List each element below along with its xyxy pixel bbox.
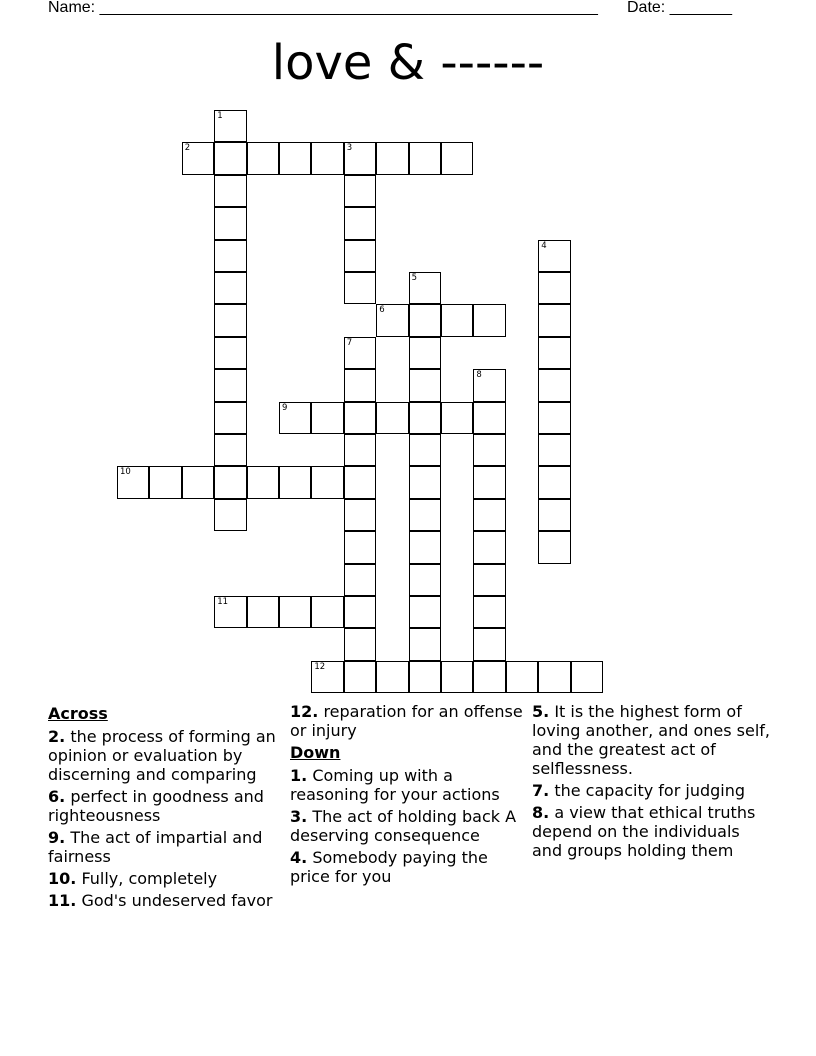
clues-column-1 xyxy=(48,702,283,913)
cell-number: 1 xyxy=(217,111,223,121)
clue-text: a view that ethical truths depend on the individuals and groups holding them xyxy=(532,803,756,860)
clue-text: the process of forming an opinion or evaluation by discerning and comparing xyxy=(48,727,276,784)
grid-cell[interactable] xyxy=(506,661,538,693)
grid-cell[interactable] xyxy=(311,402,343,434)
clue-number: 6. xyxy=(48,787,66,806)
grid-cell[interactable] xyxy=(247,466,279,498)
cell-number: 4 xyxy=(541,240,547,251)
date-field-label: Date: _______ xyxy=(627,0,732,16)
down-clue xyxy=(290,848,525,886)
grid-cell[interactable] xyxy=(149,466,181,498)
grid-cell[interactable] xyxy=(344,564,376,596)
name-field-label: Name: ________________________________________________________ xyxy=(48,0,598,16)
clue-text: reparation for an offense or injury xyxy=(290,702,523,740)
grid-cell[interactable] xyxy=(376,402,408,434)
clue-number: 9. xyxy=(48,828,66,847)
clue-number: 12. xyxy=(290,702,319,721)
grid-cell[interactable] xyxy=(473,304,505,336)
across-clue xyxy=(48,891,283,910)
clue-text: Somebody paying the price for you xyxy=(290,848,488,886)
clue-text: It is the highest form of loving another, and ones self, and the greatest act of selflessness. xyxy=(532,702,770,778)
grid-cell[interactable] xyxy=(409,564,441,596)
grid-cell[interactable] xyxy=(538,240,570,272)
grid-cell[interactable] xyxy=(344,272,376,304)
grid-cell[interactable] xyxy=(214,499,246,531)
across-clue xyxy=(48,787,283,825)
cell-number: 7 xyxy=(346,337,353,348)
grid-cell[interactable] xyxy=(344,175,376,207)
grid-cell[interactable] xyxy=(214,240,246,272)
cell-number: 9 xyxy=(282,402,288,413)
grid-cell[interactable] xyxy=(409,531,441,563)
grid-cell[interactable] xyxy=(473,369,505,401)
grid-cell[interactable] xyxy=(214,402,246,434)
cell-number: 12 xyxy=(314,661,326,672)
grid-cell[interactable] xyxy=(409,402,441,434)
grid-cell[interactable] xyxy=(538,304,570,336)
grid-cell[interactable] xyxy=(538,531,570,563)
grid-cell[interactable] xyxy=(409,661,441,693)
clues-column-3 xyxy=(532,702,772,863)
cell-number: 3 xyxy=(346,143,353,154)
grid-cell[interactable] xyxy=(409,434,441,466)
grid-cell[interactable] xyxy=(376,304,408,336)
down-clue xyxy=(290,807,525,845)
clue-text: Fully, completely xyxy=(81,869,218,888)
grid-cell[interactable] xyxy=(344,628,376,660)
grid-cell[interactable] xyxy=(344,531,376,563)
grid-cell[interactable] xyxy=(473,499,505,531)
grid-cell[interactable] xyxy=(538,369,570,401)
grid-cell[interactable] xyxy=(473,466,505,498)
grid-cell[interactable] xyxy=(279,402,311,434)
clue-number: 2. xyxy=(48,727,66,746)
clue-number: 4. xyxy=(290,848,308,867)
grid-cell[interactable] xyxy=(376,661,408,693)
grid-cell[interactable] xyxy=(538,337,570,369)
grid-cell[interactable] xyxy=(311,661,343,693)
cell-number: 10 xyxy=(120,467,131,478)
grid-cell[interactable] xyxy=(344,369,376,401)
across-clue xyxy=(290,702,525,740)
grid-cell[interactable] xyxy=(409,499,441,531)
across-clue xyxy=(48,828,283,866)
down-clue xyxy=(532,781,772,800)
clue-number: 1. xyxy=(290,766,308,785)
grid-cell[interactable] xyxy=(409,596,441,628)
grid-cell[interactable] xyxy=(344,434,376,466)
grid-cell[interactable] xyxy=(473,434,505,466)
grid-cell[interactable] xyxy=(473,661,505,693)
grid-cell[interactable] xyxy=(409,337,441,369)
grid-cell[interactable] xyxy=(182,466,214,498)
grid-cell[interactable] xyxy=(538,272,570,304)
grid-cell[interactable] xyxy=(279,466,311,498)
grid-cell[interactable] xyxy=(473,628,505,660)
grid-cell[interactable] xyxy=(214,369,246,401)
cell-number: 11 xyxy=(217,597,229,607)
clue-number: 10. xyxy=(48,869,77,888)
grid-cell[interactable] xyxy=(344,596,376,628)
clue-text: The act of impartial and fairness xyxy=(48,828,263,866)
grid-cell[interactable] xyxy=(473,402,505,434)
grid-cell[interactable] xyxy=(441,402,473,434)
grid-cell[interactable] xyxy=(538,466,570,498)
cell-number: 6 xyxy=(379,305,385,316)
grid-cell[interactable] xyxy=(473,596,505,628)
grid-cell[interactable] xyxy=(214,142,246,174)
clue-text: God's undeserved favor xyxy=(81,891,273,910)
cell-number: 2 xyxy=(184,143,191,154)
across-heading: Across xyxy=(48,704,108,723)
puzzle-title: love & ------ xyxy=(271,35,545,91)
cell-number: 5 xyxy=(411,273,418,283)
down-clue xyxy=(532,803,772,860)
clue-text: The act of holding back A deserving consequence xyxy=(290,807,517,845)
across-clue xyxy=(48,869,283,888)
grid-cell[interactable] xyxy=(247,596,279,628)
grid-cell[interactable] xyxy=(279,142,311,174)
clue-text: perfect in goodness and righteousness xyxy=(48,787,264,825)
grid-cell[interactable] xyxy=(344,499,376,531)
grid-cell[interactable] xyxy=(538,661,570,693)
down-clue xyxy=(290,766,525,804)
clue-text: Coming up with a reasoning for your actions xyxy=(290,766,500,804)
grid-cell[interactable] xyxy=(473,531,505,563)
cell-number: 8 xyxy=(476,370,482,381)
grid-cell[interactable] xyxy=(344,240,376,272)
grid-cell[interactable] xyxy=(214,304,246,336)
clues-column-2 xyxy=(290,702,525,889)
grid-cell[interactable] xyxy=(214,466,246,498)
down-clue xyxy=(532,702,772,778)
grid-cell[interactable] xyxy=(214,434,246,466)
grid-cell[interactable] xyxy=(344,661,376,693)
grid-cell[interactable] xyxy=(247,142,279,174)
clue-text: the capacity for judging xyxy=(554,781,746,800)
clue-number: 5. xyxy=(532,702,550,721)
grid-cell[interactable] xyxy=(279,596,311,628)
grid-cell[interactable] xyxy=(214,596,246,628)
grid-cell[interactable] xyxy=(409,466,441,498)
grid-cell[interactable] xyxy=(409,628,441,660)
grid-cell[interactable] xyxy=(214,337,246,369)
grid-cell[interactable] xyxy=(441,304,473,336)
clue-number: 11. xyxy=(48,891,77,910)
clue-number: 7. xyxy=(532,781,550,800)
grid-cell[interactable] xyxy=(344,466,376,498)
clue-number: 8. xyxy=(532,803,550,822)
grid-cell[interactable] xyxy=(473,564,505,596)
grid-cell[interactable] xyxy=(538,434,570,466)
grid-cell[interactable] xyxy=(538,402,570,434)
grid-cell[interactable] xyxy=(376,142,408,174)
across-clue xyxy=(48,727,283,784)
grid-cell[interactable] xyxy=(311,596,343,628)
grid-cell[interactable] xyxy=(344,402,376,434)
grid-cell[interactable] xyxy=(409,142,441,174)
grid-cell[interactable] xyxy=(409,369,441,401)
grid-cell[interactable] xyxy=(117,466,149,498)
grid-cell[interactable] xyxy=(441,661,473,693)
grid-cell[interactable] xyxy=(344,207,376,239)
clue-number: 3. xyxy=(290,807,308,826)
grid-cell[interactable] xyxy=(409,304,441,336)
grid-cell[interactable] xyxy=(311,466,343,498)
grid-cell[interactable] xyxy=(214,175,246,207)
grid-cell[interactable] xyxy=(571,661,603,693)
grid-cell[interactable] xyxy=(344,142,376,174)
grid-cell[interactable] xyxy=(214,110,246,142)
grid-cell[interactable] xyxy=(344,337,376,369)
grid-cell[interactable] xyxy=(214,207,246,239)
grid-cell[interactable] xyxy=(182,142,214,174)
grid-cell[interactable] xyxy=(538,499,570,531)
down-heading: Down xyxy=(290,743,341,762)
grid-cell[interactable] xyxy=(214,272,246,304)
grid-cell[interactable] xyxy=(441,142,473,174)
grid-cell[interactable] xyxy=(409,272,441,304)
grid-cell[interactable] xyxy=(311,142,343,174)
